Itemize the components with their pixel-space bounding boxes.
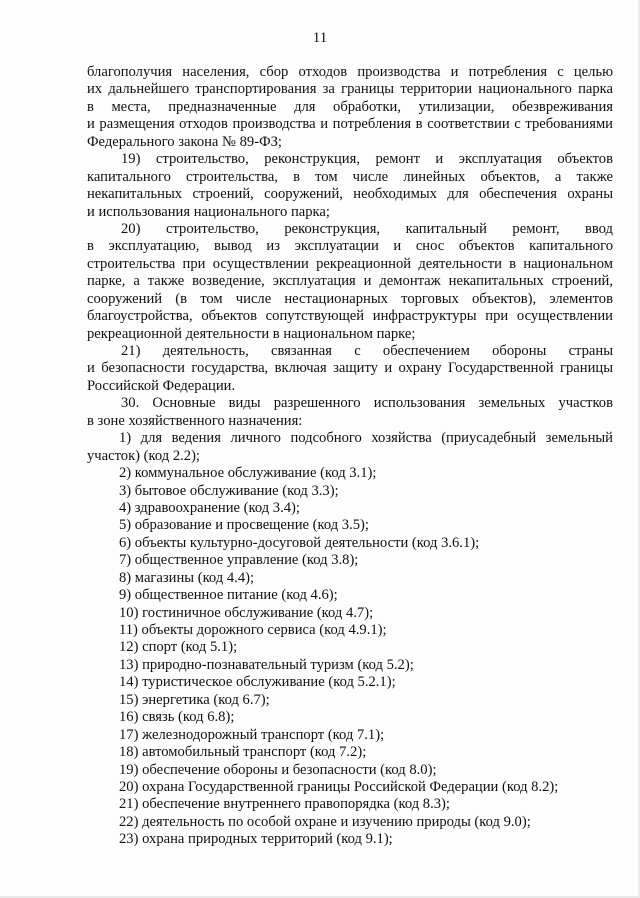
list-item: 3) бытовое обслуживание (код 3.3); <box>119 482 339 499</box>
text-line: благоустройства, объектов сопутствующей инфраструктуры при осуществлении <box>87 308 613 325</box>
text-line: 19) строительство, реконструкция, ремонт и эксплуатация объектов <box>121 151 613 168</box>
paragraph-item-20 <box>87 221 613 343</box>
list-item: 11) объекты дорожного сервиса (код 4.9.1); <box>119 622 387 638</box>
text-line: их дальнейшего транспортирования за границы территории национального парка <box>87 81 613 98</box>
list-item: 16) связь (код 6.8); <box>119 709 235 726</box>
list-item: 18) автомобильный транспорт (код 7.2); <box>119 744 367 761</box>
list-item: 23) охрана природных территорий (код 9.1); <box>119 831 393 848</box>
paragraph-continuation <box>87 64 613 151</box>
text-line: 20) строительство, реконструкция, капитальный ремонт, ввод <box>121 220 613 237</box>
list-item: 22) деятельность по особой охране и изучению природы (код 9.0); <box>119 813 531 830</box>
paragraph-item-21 <box>87 343 613 395</box>
page-number: 11 <box>312 30 328 46</box>
text-line: Федерального закона № 89-ФЗ; <box>87 133 282 150</box>
list-item: 17) железнодорожный транспорт (код 7.1); <box>119 726 385 743</box>
document-body <box>87 64 613 849</box>
list-item: 19) обеспечение обороны и безопасности (код 8.0); <box>119 761 437 778</box>
text-line: сооружений (в том числе нестационарных торговых объектов), элементов <box>87 290 613 307</box>
text-line: в места, предназначенные для обработки, утилизации, обезвреживания <box>87 98 613 115</box>
text-line: и использования национального парка; <box>87 203 330 220</box>
text-line: рекреационной деятельности в национальном парке; <box>87 325 416 342</box>
text-line: некапитальных строений, сооружений, необходимых для обеспечения охраны <box>87 186 613 203</box>
list-item: 15) энергетика (код 6.7); <box>119 691 270 708</box>
list-item: 2) коммунальное обслуживание (код 3.1); <box>119 465 377 482</box>
list-item: 7) общественное управление (код 3.8); <box>119 552 359 569</box>
text-line: 21) деятельность, связанная с обеспечением обороны страны <box>121 343 613 359</box>
text-line: благополучия населения, сбор отходов производства и потребления с целью <box>87 64 613 80</box>
text-line: капитального строительства, в том числе линейных объектов, а также <box>87 168 613 185</box>
list-item: 10) гостиничное обслуживание (код 4.7); <box>119 604 374 621</box>
list-item: 6) объекты культурно-досуговой деятельности (код 3.6.1); <box>119 534 480 551</box>
list-item: 8) магазины (код 4.4); <box>119 569 255 586</box>
list-item: 1) для ведения личного подсобного хозяйства (приусадебный земельный <box>119 430 613 447</box>
list-item: 14) туристическое обслуживание (код 5.2.1); <box>119 674 396 691</box>
list-item-continuation: участок) (код 2.2); <box>87 447 200 464</box>
paragraph-item-19 <box>87 151 613 221</box>
text-line: 30. Основные виды разрешенного использования земельных участков <box>121 395 613 412</box>
list-item: 5) образование и просвещение (код 3.5); <box>119 517 369 534</box>
text-line: и безопасности государства, включая защиту и охрану Государственной границы <box>87 360 613 377</box>
list-item: 4) здравоохранение (код 3.4); <box>119 499 300 516</box>
list-item: 12) спорт (код 5.1); <box>119 639 238 656</box>
paragraph-section-30 <box>87 395 613 430</box>
land-use-list <box>87 430 613 849</box>
list-item: 9) общественное питание (код 4.6); <box>119 587 338 604</box>
text-line: парке, а также возведение, эксплуатация и демонтаж некапитальных строений, <box>87 273 613 290</box>
text-line: в зоне хозяйственного назначения: <box>87 412 303 429</box>
list-item: 13) природно-познавательный туризм (код 5.2); <box>119 656 414 673</box>
text-line: в эксплуатацию, вывод из эксплуатации и снос объектов капитального <box>87 238 613 255</box>
text-line: и размещения отходов производства и потребления в соответствии с требованиями <box>87 116 613 133</box>
text-line: строительства при осуществлении рекреационной деятельности в национальном <box>87 255 613 272</box>
text-line: Российской Федерации. <box>87 377 236 394</box>
list-item: 21) обеспечение внутреннего правопорядка (код 8.3); <box>119 796 450 813</box>
list-item: 20) охрана Государственной границы Российской Федерации (код 8.2); <box>119 778 559 795</box>
